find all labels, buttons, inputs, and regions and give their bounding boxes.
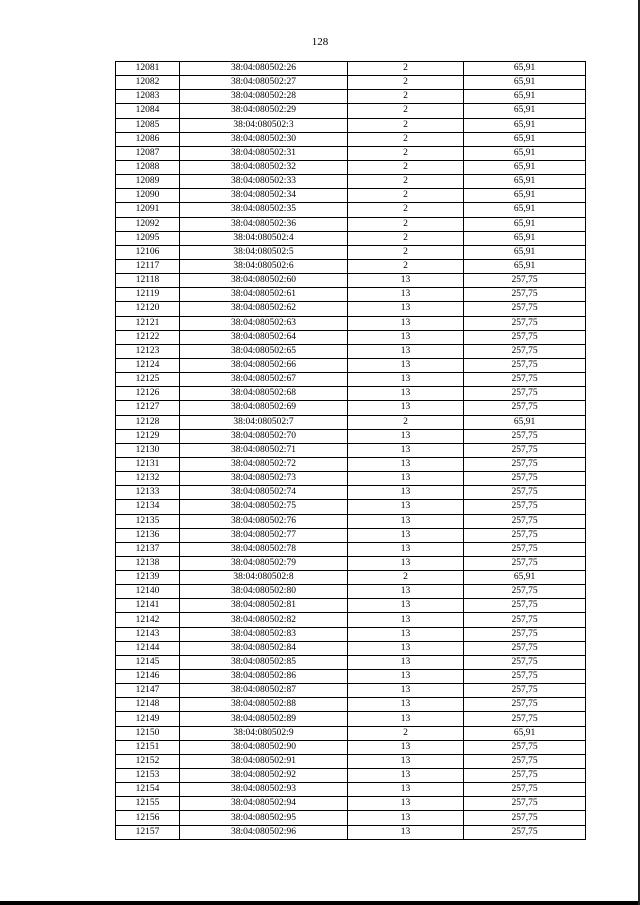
- table-row: [116, 373, 586, 387]
- table-row: [116, 118, 586, 132]
- row-number-cell: 12131: [116, 457, 180, 471]
- amount-cell: 257,75: [464, 769, 586, 783]
- amount-cell: 257,75: [464, 542, 586, 556]
- table-row: [116, 613, 586, 627]
- cadastral-number-cell: 38:04:080502:66: [180, 358, 348, 372]
- row-number-cell: 12136: [116, 528, 180, 542]
- quantity-cell: 13: [348, 740, 464, 754]
- amount-cell: 257,75: [464, 684, 586, 698]
- cadastral-number-cell: 38:04:080502:63: [180, 316, 348, 330]
- table-row: [116, 316, 586, 330]
- quantity-cell: 13: [348, 401, 464, 415]
- row-number-cell: 12138: [116, 556, 180, 570]
- quantity-cell: 2: [348, 90, 464, 104]
- cadastral-number-cell: 38:04:080502:7: [180, 415, 348, 429]
- quantity-cell: 13: [348, 613, 464, 627]
- cadastral-number-cell: 38:04:080502:71: [180, 443, 348, 457]
- quantity-cell: 2: [348, 146, 464, 160]
- row-number-cell: 12089: [116, 175, 180, 189]
- cadastral-number-cell: 38:04:080502:5: [180, 245, 348, 259]
- row-number-cell: 12124: [116, 358, 180, 372]
- amount-cell: 257,75: [464, 358, 586, 372]
- cadastral-number-cell: 38:04:080502:8: [180, 571, 348, 585]
- row-number-cell: 12091: [116, 203, 180, 217]
- registry-table: [115, 61, 586, 840]
- row-number-cell: 12149: [116, 712, 180, 726]
- table-row: [116, 641, 586, 655]
- row-number-cell: 12120: [116, 302, 180, 316]
- row-number-cell: 12090: [116, 189, 180, 203]
- quantity-cell: 13: [348, 387, 464, 401]
- table-row: [116, 429, 586, 443]
- quantity-cell: 2: [348, 203, 464, 217]
- table-row: [116, 160, 586, 174]
- row-number-cell: 12148: [116, 698, 180, 712]
- quantity-cell: 13: [348, 457, 464, 471]
- table-row: [116, 302, 586, 316]
- amount-cell: 257,75: [464, 302, 586, 316]
- table-row: [116, 712, 586, 726]
- table-row: [116, 486, 586, 500]
- table-body: [116, 62, 586, 840]
- quantity-cell: 13: [348, 373, 464, 387]
- amount-cell: 257,75: [464, 698, 586, 712]
- quantity-cell: 13: [348, 288, 464, 302]
- quantity-cell: 2: [348, 132, 464, 146]
- cadastral-number-cell: 38:04:080502:94: [180, 797, 348, 811]
- row-number-cell: 12126: [116, 387, 180, 401]
- cadastral-number-cell: 38:04:080502:32: [180, 160, 348, 174]
- row-number-cell: 12082: [116, 76, 180, 90]
- table-row: [116, 387, 586, 401]
- amount-cell: 65,91: [464, 245, 586, 259]
- quantity-cell: 2: [348, 231, 464, 245]
- cadastral-number-cell: 38:04:080502:64: [180, 330, 348, 344]
- quantity-cell: 13: [348, 712, 464, 726]
- row-number-cell: 12118: [116, 274, 180, 288]
- table-row: [116, 62, 586, 76]
- table-row: [116, 556, 586, 570]
- quantity-cell: 13: [348, 514, 464, 528]
- cadastral-number-cell: 38:04:080502:34: [180, 189, 348, 203]
- quantity-cell: 13: [348, 429, 464, 443]
- table-row: [116, 500, 586, 514]
- table-row: [116, 457, 586, 471]
- row-number-cell: 12152: [116, 754, 180, 768]
- quantity-cell: 13: [348, 641, 464, 655]
- cadastral-number-cell: 38:04:080502:60: [180, 274, 348, 288]
- amount-cell: 257,75: [464, 316, 586, 330]
- cadastral-number-cell: 38:04:080502:96: [180, 825, 348, 839]
- cadastral-number-cell: 38:04:080502:29: [180, 104, 348, 118]
- row-number-cell: 12084: [116, 104, 180, 118]
- quantity-cell: 2: [348, 62, 464, 76]
- quantity-cell: 2: [348, 571, 464, 585]
- amount-cell: 257,75: [464, 330, 586, 344]
- row-number-cell: 12155: [116, 797, 180, 811]
- table-row: [116, 175, 586, 189]
- amount-cell: 65,91: [464, 726, 586, 740]
- amount-cell: 65,91: [464, 189, 586, 203]
- cadastral-number-cell: 38:04:080502:73: [180, 472, 348, 486]
- row-number-cell: 12134: [116, 500, 180, 514]
- cadastral-number-cell: 38:04:080502:4: [180, 231, 348, 245]
- quantity-cell: 13: [348, 486, 464, 500]
- amount-cell: 65,91: [464, 146, 586, 160]
- quantity-cell: 2: [348, 76, 464, 90]
- table-row: [116, 670, 586, 684]
- quantity-cell: 2: [348, 217, 464, 231]
- amount-cell: 65,91: [464, 217, 586, 231]
- row-number-cell: 12095: [116, 231, 180, 245]
- amount-cell: 257,75: [464, 387, 586, 401]
- amount-cell: 257,75: [464, 457, 586, 471]
- amount-cell: 65,91: [464, 160, 586, 174]
- cadastral-number-cell: 38:04:080502:77: [180, 528, 348, 542]
- amount-cell: 257,75: [464, 373, 586, 387]
- table-row: [116, 571, 586, 585]
- cadastral-number-cell: 38:04:080502:27: [180, 76, 348, 90]
- quantity-cell: 13: [348, 528, 464, 542]
- cadastral-number-cell: 38:04:080502:74: [180, 486, 348, 500]
- cadastral-number-cell: 38:04:080502:90: [180, 740, 348, 754]
- amount-cell: 65,91: [464, 231, 586, 245]
- cadastral-number-cell: 38:04:080502:78: [180, 542, 348, 556]
- quantity-cell: 13: [348, 344, 464, 358]
- table-row: [116, 203, 586, 217]
- cadastral-number-cell: 38:04:080502:28: [180, 90, 348, 104]
- table-row: [116, 217, 586, 231]
- cadastral-number-cell: 38:04:080502:67: [180, 373, 348, 387]
- table-row: [116, 825, 586, 839]
- row-number-cell: 12119: [116, 288, 180, 302]
- row-number-cell: 12144: [116, 641, 180, 655]
- amount-cell: 65,91: [464, 259, 586, 273]
- quantity-cell: 13: [348, 698, 464, 712]
- cadastral-number-cell: 38:04:080502:70: [180, 429, 348, 443]
- row-number-cell: 12156: [116, 811, 180, 825]
- quantity-cell: 13: [348, 769, 464, 783]
- row-number-cell: 12141: [116, 599, 180, 613]
- amount-cell: 257,75: [464, 500, 586, 514]
- table-row: [116, 330, 586, 344]
- quantity-cell: 13: [348, 330, 464, 344]
- row-number-cell: 12085: [116, 118, 180, 132]
- cadastral-number-cell: 38:04:080502:83: [180, 627, 348, 641]
- cadastral-number-cell: 38:04:080502:87: [180, 684, 348, 698]
- row-number-cell: 12135: [116, 514, 180, 528]
- cadastral-number-cell: 38:04:080502:95: [180, 811, 348, 825]
- cadastral-number-cell: 38:04:080502:72: [180, 457, 348, 471]
- amount-cell: 257,75: [464, 811, 586, 825]
- cadastral-number-cell: 38:04:080502:35: [180, 203, 348, 217]
- quantity-cell: 13: [348, 274, 464, 288]
- table-row: [116, 358, 586, 372]
- cadastral-number-cell: 38:04:080502:26: [180, 62, 348, 76]
- row-number-cell: 12086: [116, 132, 180, 146]
- row-number-cell: 12123: [116, 344, 180, 358]
- row-number-cell: 12132: [116, 472, 180, 486]
- quantity-cell: 2: [348, 245, 464, 259]
- row-number-cell: 12088: [116, 160, 180, 174]
- row-number-cell: 12125: [116, 373, 180, 387]
- table-row: [116, 655, 586, 669]
- table-row: [116, 245, 586, 259]
- row-number-cell: 12147: [116, 684, 180, 698]
- row-number-cell: 12145: [116, 655, 180, 669]
- scan-bottom-edge: [0, 901, 640, 905]
- amount-cell: 257,75: [464, 443, 586, 457]
- cadastral-number-cell: 38:04:080502:88: [180, 698, 348, 712]
- amount-cell: 257,75: [464, 783, 586, 797]
- table-row: [116, 783, 586, 797]
- quantity-cell: 13: [348, 825, 464, 839]
- cadastral-number-cell: 38:04:080502:36: [180, 217, 348, 231]
- quantity-cell: 13: [348, 302, 464, 316]
- amount-cell: 65,91: [464, 90, 586, 104]
- row-number-cell: 12146: [116, 670, 180, 684]
- row-number-cell: 12150: [116, 726, 180, 740]
- quantity-cell: 13: [348, 754, 464, 768]
- quantity-cell: 13: [348, 627, 464, 641]
- cadastral-number-cell: 38:04:080502:61: [180, 288, 348, 302]
- quantity-cell: 2: [348, 189, 464, 203]
- table-row: [116, 415, 586, 429]
- quantity-cell: 13: [348, 783, 464, 797]
- amount-cell: 257,75: [464, 585, 586, 599]
- cadastral-number-cell: 38:04:080502:69: [180, 401, 348, 415]
- amount-cell: 257,75: [464, 641, 586, 655]
- amount-cell: 65,91: [464, 132, 586, 146]
- row-number-cell: 12130: [116, 443, 180, 457]
- quantity-cell: 2: [348, 175, 464, 189]
- row-number-cell: 12127: [116, 401, 180, 415]
- amount-cell: 65,91: [464, 203, 586, 217]
- cadastral-number-cell: 38:04:080502:68: [180, 387, 348, 401]
- amount-cell: 257,75: [464, 472, 586, 486]
- row-number-cell: 12139: [116, 571, 180, 585]
- amount-cell: 257,75: [464, 670, 586, 684]
- quantity-cell: 13: [348, 358, 464, 372]
- quantity-cell: 13: [348, 316, 464, 330]
- amount-cell: 257,75: [464, 825, 586, 839]
- table-row: [116, 811, 586, 825]
- row-number-cell: 12154: [116, 783, 180, 797]
- amount-cell: 257,75: [464, 627, 586, 641]
- cadastral-number-cell: 38:04:080502:62: [180, 302, 348, 316]
- cadastral-number-cell: 38:04:080502:92: [180, 769, 348, 783]
- table-row: [116, 726, 586, 740]
- cadastral-number-cell: 38:04:080502:76: [180, 514, 348, 528]
- cadastral-number-cell: 38:04:080502:79: [180, 556, 348, 570]
- cadastral-number-cell: 38:04:080502:81: [180, 599, 348, 613]
- table-row: [116, 627, 586, 641]
- amount-cell: 257,75: [464, 712, 586, 726]
- table-row: [116, 401, 586, 415]
- cadastral-number-cell: 38:04:080502:75: [180, 500, 348, 514]
- row-number-cell: 12087: [116, 146, 180, 160]
- row-number-cell: 12121: [116, 316, 180, 330]
- cadastral-number-cell: 38:04:080502:9: [180, 726, 348, 740]
- quantity-cell: 2: [348, 415, 464, 429]
- quantity-cell: 13: [348, 797, 464, 811]
- amount-cell: 257,75: [464, 797, 586, 811]
- row-number-cell: 12157: [116, 825, 180, 839]
- table-row: [116, 189, 586, 203]
- amount-cell: 257,75: [464, 740, 586, 754]
- amount-cell: 257,75: [464, 401, 586, 415]
- table-row: [116, 797, 586, 811]
- amount-cell: 257,75: [464, 754, 586, 768]
- table-row: [116, 740, 586, 754]
- quantity-cell: 13: [348, 500, 464, 514]
- amount-cell: 257,75: [464, 599, 586, 613]
- amount-cell: 257,75: [464, 274, 586, 288]
- quantity-cell: 2: [348, 160, 464, 174]
- quantity-cell: 13: [348, 599, 464, 613]
- row-number-cell: 12106: [116, 245, 180, 259]
- row-number-cell: 12153: [116, 769, 180, 783]
- table-row: [116, 528, 586, 542]
- table-row: [116, 684, 586, 698]
- row-number-cell: 12092: [116, 217, 180, 231]
- amount-cell: 257,75: [464, 514, 586, 528]
- cadastral-number-cell: 38:04:080502:89: [180, 712, 348, 726]
- quantity-cell: 13: [348, 556, 464, 570]
- cadastral-number-cell: 38:04:080502:93: [180, 783, 348, 797]
- cadastral-number-cell: 38:04:080502:84: [180, 641, 348, 655]
- table-row: [116, 599, 586, 613]
- table-row: [116, 231, 586, 245]
- table-row: [116, 146, 586, 160]
- row-number-cell: 12117: [116, 259, 180, 273]
- quantity-cell: 13: [348, 472, 464, 486]
- table-row: [116, 288, 586, 302]
- amount-cell: 257,75: [464, 528, 586, 542]
- quantity-cell: 13: [348, 542, 464, 556]
- row-number-cell: 12140: [116, 585, 180, 599]
- cadastral-number-cell: 38:04:080502:33: [180, 175, 348, 189]
- table-row: [116, 104, 586, 118]
- quantity-cell: 13: [348, 684, 464, 698]
- amount-cell: 65,91: [464, 118, 586, 132]
- table-row: [116, 514, 586, 528]
- quantity-cell: 2: [348, 726, 464, 740]
- amount-cell: 65,91: [464, 104, 586, 118]
- amount-cell: 65,91: [464, 571, 586, 585]
- table-row: [116, 443, 586, 457]
- amount-cell: 257,75: [464, 655, 586, 669]
- cadastral-number-cell: 38:04:080502:3: [180, 118, 348, 132]
- amount-cell: 257,75: [464, 613, 586, 627]
- table-row: [116, 585, 586, 599]
- quantity-cell: 13: [348, 811, 464, 825]
- table-row: [116, 754, 586, 768]
- quantity-cell: 13: [348, 655, 464, 669]
- amount-cell: 65,91: [464, 415, 586, 429]
- quantity-cell: 13: [348, 443, 464, 457]
- cadastral-number-cell: 38:04:080502:6: [180, 259, 348, 273]
- amount-cell: 65,91: [464, 62, 586, 76]
- quantity-cell: 2: [348, 118, 464, 132]
- row-number-cell: 12137: [116, 542, 180, 556]
- row-number-cell: 12081: [116, 62, 180, 76]
- row-number-cell: 12143: [116, 627, 180, 641]
- cadastral-number-cell: 38:04:080502:31: [180, 146, 348, 160]
- amount-cell: 257,75: [464, 429, 586, 443]
- row-number-cell: 12133: [116, 486, 180, 500]
- quantity-cell: 2: [348, 259, 464, 273]
- row-number-cell: 12083: [116, 90, 180, 104]
- cadastral-number-cell: 38:04:080502:80: [180, 585, 348, 599]
- table-row: [116, 472, 586, 486]
- row-number-cell: 12122: [116, 330, 180, 344]
- table-row: [116, 90, 586, 104]
- row-number-cell: 12128: [116, 415, 180, 429]
- row-number-cell: 12151: [116, 740, 180, 754]
- quantity-cell: 13: [348, 585, 464, 599]
- cadastral-number-cell: 38:04:080502:30: [180, 132, 348, 146]
- table-row: [116, 542, 586, 556]
- amount-cell: 257,75: [464, 344, 586, 358]
- quantity-cell: 13: [348, 670, 464, 684]
- amount-cell: 257,75: [464, 288, 586, 302]
- table-row: [116, 259, 586, 273]
- table-row: [116, 769, 586, 783]
- table-row: [116, 344, 586, 358]
- amount-cell: 257,75: [464, 486, 586, 500]
- row-number-cell: 12142: [116, 613, 180, 627]
- table-row: [116, 132, 586, 146]
- table-row: [116, 76, 586, 90]
- cadastral-number-cell: 38:04:080502:82: [180, 613, 348, 627]
- amount-cell: 65,91: [464, 76, 586, 90]
- cadastral-number-cell: 38:04:080502:91: [180, 754, 348, 768]
- cadastral-number-cell: 38:04:080502:65: [180, 344, 348, 358]
- row-number-cell: 12129: [116, 429, 180, 443]
- cadastral-number-cell: 38:04:080502:86: [180, 670, 348, 684]
- amount-cell: 65,91: [464, 175, 586, 189]
- table-row: [116, 698, 586, 712]
- page-number: 128: [311, 36, 329, 48]
- table-row: [116, 274, 586, 288]
- amount-cell: 257,75: [464, 556, 586, 570]
- quantity-cell: 2: [348, 104, 464, 118]
- cadastral-number-cell: 38:04:080502:85: [180, 655, 348, 669]
